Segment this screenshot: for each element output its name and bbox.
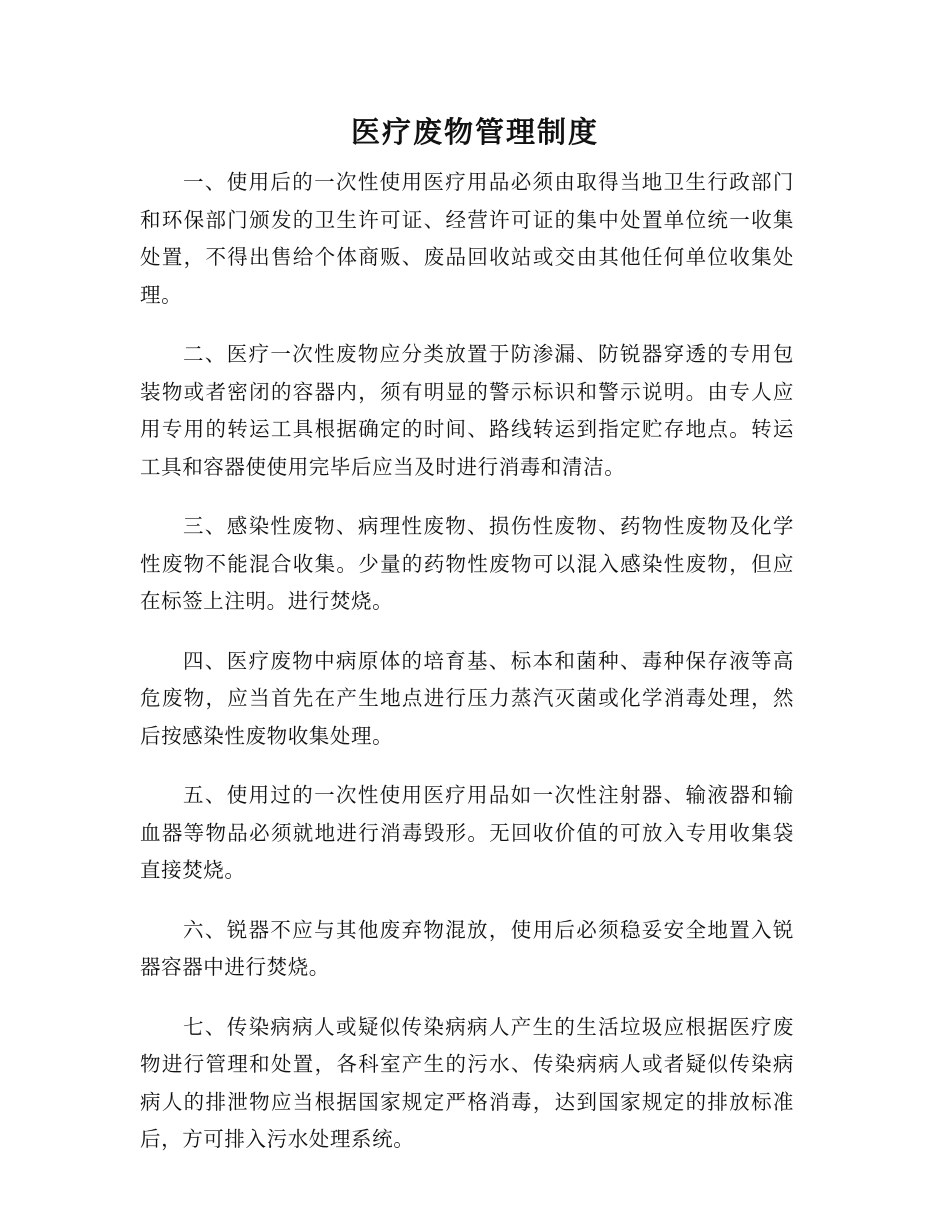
paragraph-7: 七、传染病病人或疑似传染病病人产生的生活垃圾应根据医疗废物进行管理和处置，各科室产生的污水、传染病病人或者疑似传染病病人的排泄物应当根据国家规定严格消毒，达到国家规定的排放标准后，方可排入污水处理系统。: [140, 1014, 794, 1151]
paragraph-3: 三、感染性废物、病理性废物、损伤性废物、药物性废物及化学性废物不能混合收集。少量的药物性废物可以混入感染性废物，但应在标签上注明。进行焚烧。: [140, 514, 794, 613]
paragraph-1: 一、使用后的一次性使用医疗用品必须由取得当地卫生行政部门和环保部门颁发的卫生许可证、经营许可证的集中处置单位统一收集处置，不得出售给个体商贩、废品回收站或交由其他任何单位收集处理。: [140, 170, 794, 307]
document-title: 医疗废物管理制度: [350, 115, 599, 149]
document-body: [140, 164, 794, 1181]
paragraph-5: 五、使用过的一次性使用医疗用品如一次性注射器、输液器和输血器等物品必须就地进行消毒毁形。无回收价值的可放入专用收集袋直接焚烧。: [140, 783, 794, 882]
paragraph-6: 六、锐器不应与其他废弃物混放，使用后必须稳妥安全地置入锐器容器中进行焚烧。: [140, 917, 794, 979]
paragraph-4: 四、医疗废物中病原体的培育基、标本和菌种、毒种保存液等高危废物，应当首先在产生地点进行压力蒸汽灭菌或化学消毒处理，然后按感染性废物收集处理。: [140, 648, 794, 748]
paragraph-2: 二、医疗一次性废物应分类放置于防渗漏、防锐器穿透的专用包装物或者密闭的容器内，须有明显的警示标识和警示说明。由专人应用专用的转运工具根据确定的时间、路线转运到指定贮存地点。转运工具和容器使使用完毕后应当及时进行消毒和清洁。: [140, 342, 794, 479]
